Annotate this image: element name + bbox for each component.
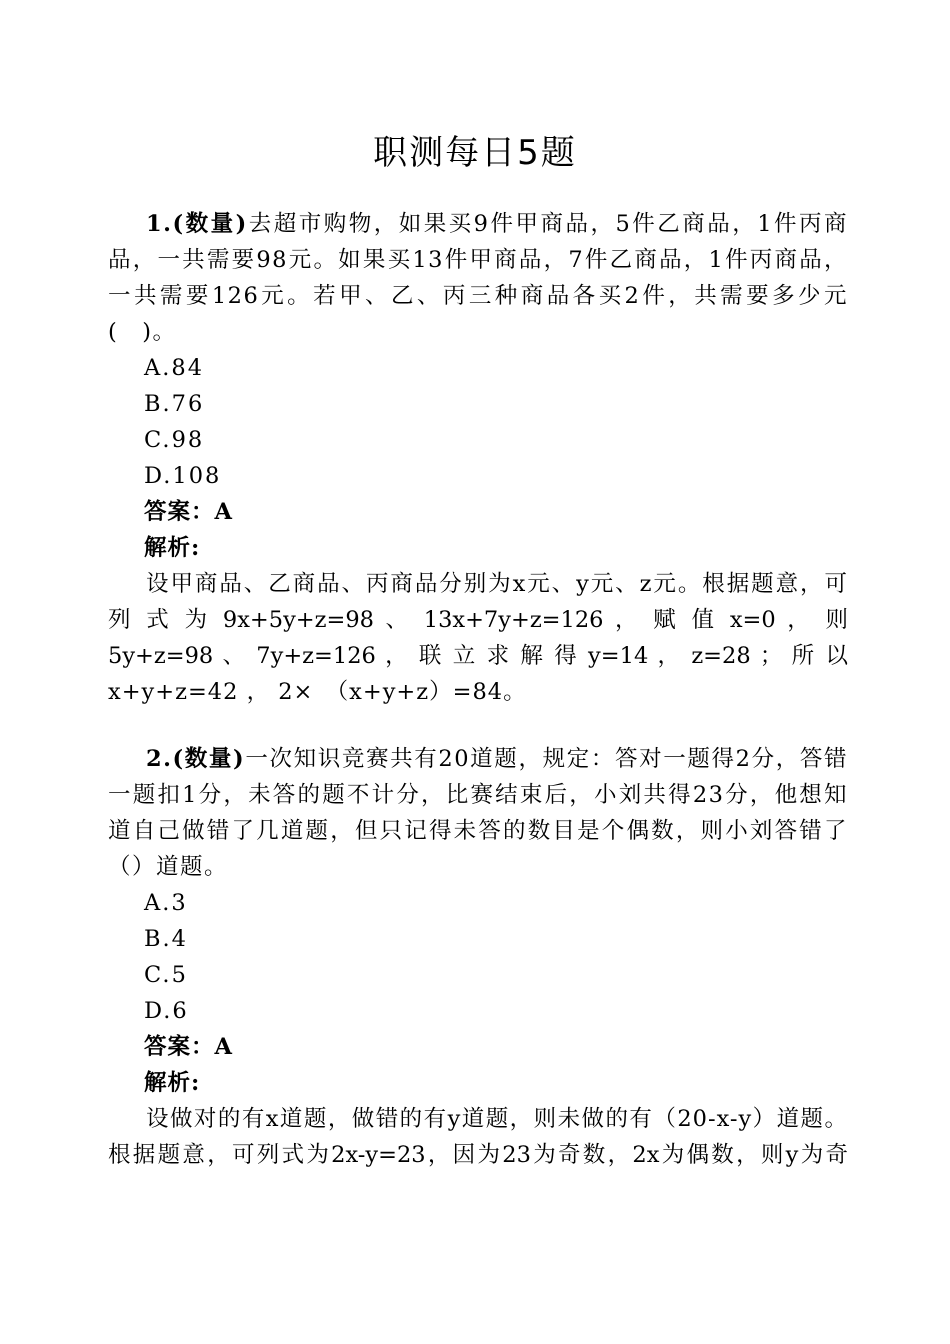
option-c: C.98: [144, 427, 205, 453]
question-text: 一次知识竞赛共有20道题，规定：答对一题得2分，答错一题扣1分，未答的题不计分，比赛结束后，小刘共得23分，他想知道自己做错了几道题，但只记得未答的数目是个偶数，则小刘答错了（）道题。: [108, 746, 848, 880]
analysis-label: 解析:: [144, 1070, 201, 1096]
question-number: 2.: [146, 746, 173, 772]
analysis-line: 根据题意，可列式为2x-y=23，因为23为奇数，2x为偶数，则y为奇: [108, 1142, 848, 1168]
option-c: C.5: [144, 962, 188, 988]
option-a: A.3: [144, 890, 188, 916]
answer-line: [108, 494, 848, 530]
page-title: 职测每日5题: [373, 133, 577, 173]
analysis-line: 设甲商品、乙商品、丙商品分别为x元、y元、z元。根据题意，可: [146, 571, 848, 597]
option-d: D.108: [144, 463, 222, 489]
question-number: 1.: [146, 211, 173, 237]
answer-value: A: [214, 499, 233, 525]
analysis-line: x+y+z=42 ， 2× （x+y+z）=84。: [108, 679, 527, 705]
option-d: D.6: [144, 998, 189, 1024]
question-stem: [108, 206, 848, 350]
question-tag: (数量): [172, 746, 246, 772]
analysis-line: 列 式 为 9x+5y+z=98 、 13x+7y+z=126 ， 赋 值 x=0 ， 则: [108, 607, 848, 633]
answer-value: A: [214, 1034, 233, 1060]
analysis-line: 设做对的有x道题，做错的有y道题，则未做的有（20-x-y）道题。: [146, 1106, 848, 1132]
question-stem: [108, 741, 848, 885]
question-text: 去超市购物，如果买9件甲商品，5件乙商品，1件丙商品，一共需要98元。如果买13件甲商品，7件乙商品，1件丙商品，一共需要126元。若甲、乙、丙三种商品各买2件，共需要多少元( )。: [108, 211, 848, 345]
answer-line: [108, 1029, 848, 1065]
analysis-line: 5y+z=98 、 7y+z=126 ， 联 立 求 解 得 y=14 ， z=28 ； 所 以: [108, 643, 848, 669]
option-b: B.4: [144, 926, 189, 952]
question-tag: (数量): [172, 211, 248, 237]
question-1: [108, 206, 848, 710]
answer-label: 答案：: [144, 499, 215, 525]
question-2: [108, 741, 848, 1173]
answer-label: 答案：: [144, 1034, 215, 1060]
option-a: A.84: [144, 355, 205, 381]
analysis-label: 解析:: [144, 535, 201, 561]
option-b: B.76: [144, 391, 205, 417]
